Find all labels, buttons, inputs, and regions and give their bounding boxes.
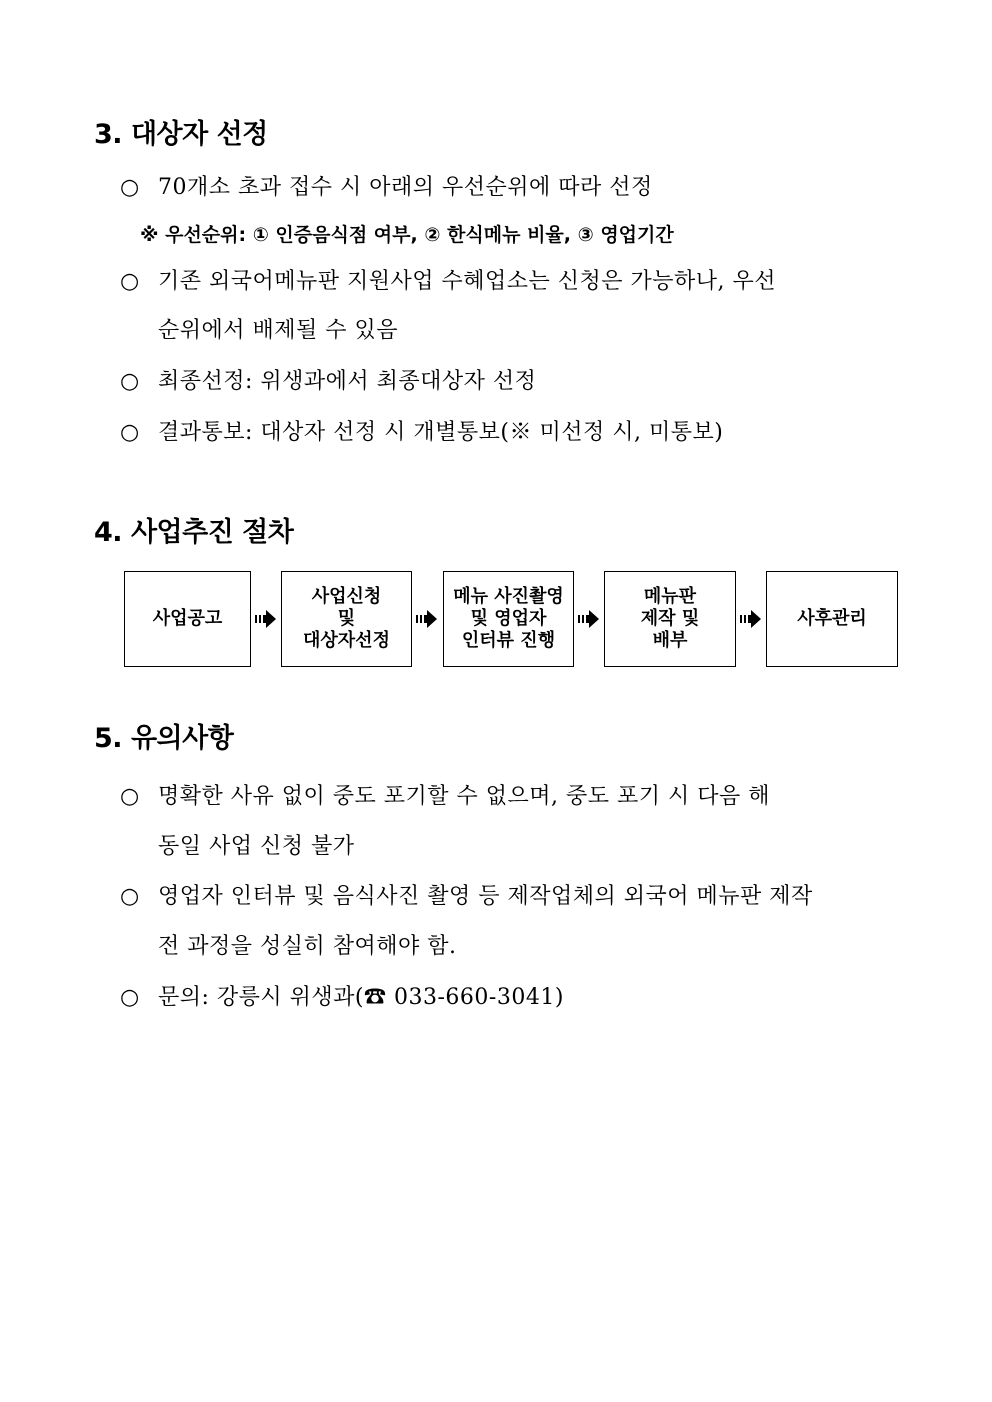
section-5-item-1 xyxy=(120,779,770,810)
circle-bullet-icon: ○ xyxy=(120,884,140,909)
process-step-3: 메뉴 사진촬영 및 영업자 인터뷰 진행 xyxy=(443,571,574,667)
circle-bullet-icon: ○ xyxy=(120,369,140,394)
priority-note: ※ 우선순위: ① 인증음식점 여부, ② 한식메뉴 비율, ③ 영업기간 xyxy=(140,224,674,246)
process-step-5: 사후관리 xyxy=(766,571,898,667)
item-text: 최종선정: 위생과에서 최종대상자 선정 xyxy=(158,369,537,394)
arrow-right-icon xyxy=(416,609,438,629)
item-text: 명확한 사유 없이 중도 포기할 수 없으며, 중도 포기 시 다음 해 xyxy=(158,784,770,809)
section-3-item-1 xyxy=(120,170,653,201)
section-5-title: 5. 유의사항 xyxy=(94,723,234,754)
process-step-4: 메뉴판 제작 및 배부 xyxy=(604,571,736,667)
item-text: 영업자 인터뷰 및 음식사진 촬영 등 제작업체의 외국어 메뉴판 제작 xyxy=(158,884,813,909)
circle-bullet-icon: ○ xyxy=(120,269,140,294)
section-3-item-4 xyxy=(120,415,723,446)
item-text: 기존 외국어메뉴판 지원사업 수혜업소는 신청은 가능하나, 우선 xyxy=(158,269,777,294)
section-5-item-2 xyxy=(120,879,813,910)
section-3-item-2-continuation: 순위에서 배제될 수 있음 xyxy=(158,318,399,343)
section-5-item-1-continuation: 동일 사업 신청 불가 xyxy=(158,834,355,859)
section-5-item-2-continuation: 전 과정을 성실히 참여해야 함. xyxy=(158,934,457,959)
item-text: 결과통보: 대상자 선정 시 개별통보(※ 미선정 시, 미통보) xyxy=(158,420,724,445)
section-3-item-2 xyxy=(120,264,776,295)
section-3-item-3 xyxy=(120,364,536,395)
item-text: 70개소 초과 접수 시 아래의 우선순위에 따라 선정 xyxy=(158,175,653,200)
circle-bullet-icon: ○ xyxy=(120,175,140,200)
item-text: 문의: 강릉시 위생과(☎ 033-660-3041) xyxy=(158,985,564,1010)
section-4-title: 4. 사업추진 절차 xyxy=(94,517,294,548)
arrow-right-icon xyxy=(578,609,600,629)
circle-bullet-icon: ○ xyxy=(120,420,140,445)
process-step-2: 사업신청 및 대상자선정 xyxy=(281,571,412,667)
arrow-right-icon xyxy=(740,609,762,629)
section-3-title: 3. 대상자 선정 xyxy=(94,119,268,150)
circle-bullet-icon: ○ xyxy=(120,985,140,1010)
arrow-right-icon xyxy=(255,609,277,629)
circle-bullet-icon: ○ xyxy=(120,784,140,809)
section-5-item-3 xyxy=(120,980,564,1011)
process-step-1: 사업공고 xyxy=(124,571,251,667)
